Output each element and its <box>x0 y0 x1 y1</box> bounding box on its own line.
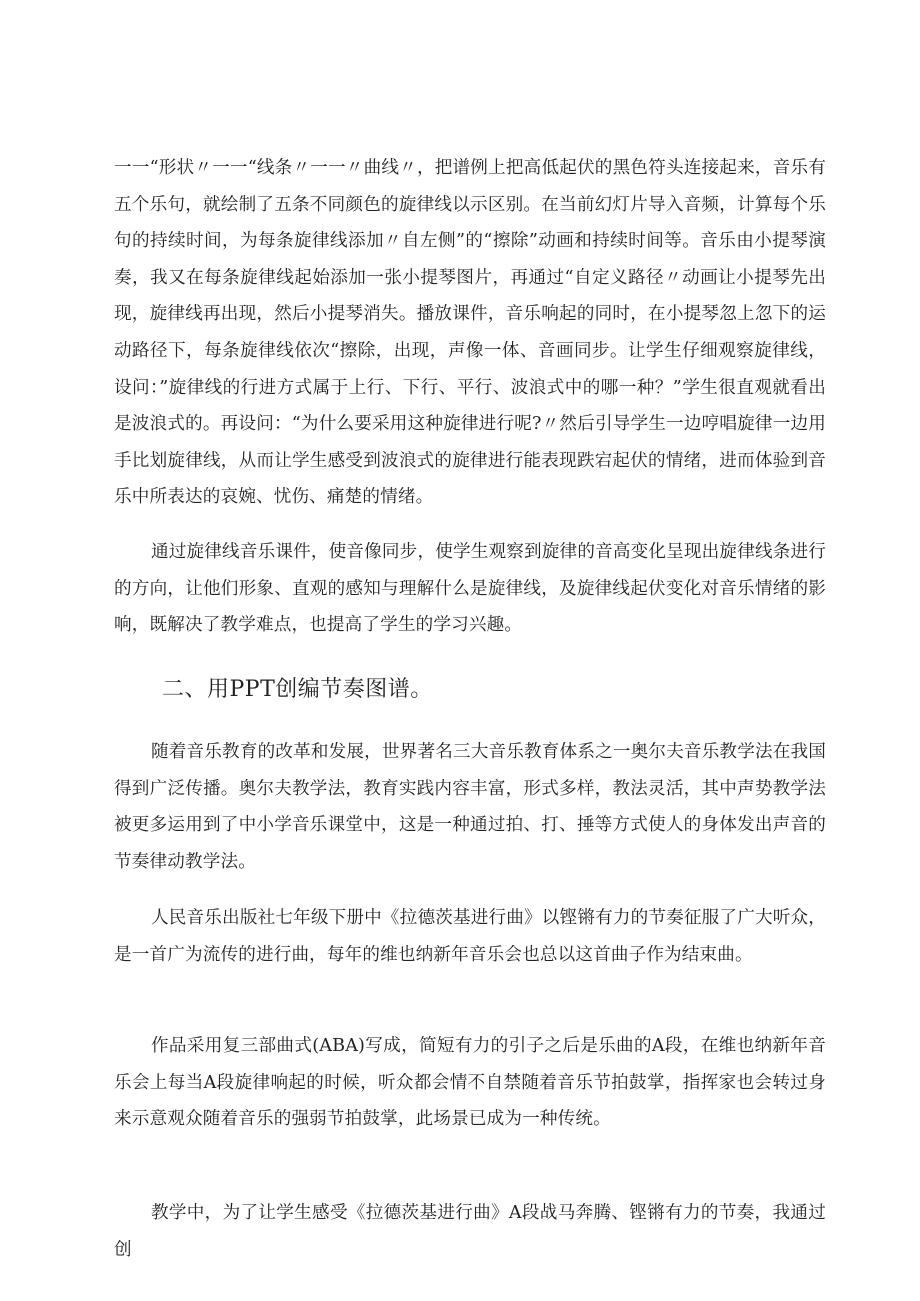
paragraph-radetzky-march: 人民音乐出版社七年级下册中《拉德茨基进行曲》以铿锵有力的节奏征服了广大听众，是一首广为流传的进行曲，每年的维也纳新年音乐会也总以这首曲子作为结束曲。 <box>114 908 826 965</box>
paragraph-teaching-rhythm: 教学中，为了让学生感受《拉德茨基进行曲》A段战马奔腾、铿锵有力的节奏，我通过创 <box>114 1203 826 1260</box>
paragraph-aba-form: 作品采用复三部曲式(ABA)写成，简短有力的引子之后是乐曲的A段，在维也纳新年音乐会上每当A段旋律响起的时候，听众都会情不自禁随着音乐节拍鼓掌，指挥家也会转过身来示意观众随着音乐的强弱节拍鼓掌，此场景已成为一种传统。 <box>114 1036 826 1130</box>
section-heading-rhythm-chart: 二、用PPT创编节奏图谱。 <box>162 677 433 702</box>
paragraph-melody-line-animation: 一一“形状〃一一“线条〃一一〃曲线〃，把谱例上把高低起伏的黑色符头连接起来，音乐有五个乐句，就绘制了五条不同颜色的旋律线以示区别。在当前幻灯片导入音频，计算每个乐句的持续时间，为每条旋律线添加〃自左侧”的“擦除”动画和持续时间等。音乐由小提琴演奏，我又在每条旋律线起始添加一张小提琴图片，再通过“自定义路径〃动画让小提琴先出现，旋律线再出现，然后小提琴消失。播放课件，音乐响起的同时，在小提琴忽上忽下的运动路径下，每条旋律线依次“擦除，出现，声像一体、音画同步。让学生仔细观察旋律线，设问：”旋律线的行进方式属于上行、下行、平行、波浪式中的哪一种？”学生很直观就看出是波浪式的。再设问：“为什么要采用这种旋律进行呢?〃然后引导学生一边哼唱旋律一边用手比划旋律线，从而让学生感受到波浪式的旋律进行能表现跌宕起伏的情绪，进而体验到音乐中所表达的哀婉、忧伤、痛楚的情绪。 <box>114 158 826 508</box>
paragraph-melody-line-summary: 通过旋律线音乐课件，使音像同步，使学生观察到旋律的音高变化呈现出旋律线条进行的方向，让他们形象、直观的感知与理解什么是旋律线，及旋律线起伏变化对音乐情绪的影响，既解决了教学难点，也提高了学生的学习兴趣。 <box>114 542 826 636</box>
paragraph-orff-method: 随着音乐教育的改革和发展，世界著名三大音乐教育体系之一奥尔夫音乐教学法在我国得到广泛传播。奥尔夫教学法，教育实践内容丰富，形式多样，教法灵活，其中声势教学法被更多运用到了中小学音乐课堂中，这是一种通过拍、打、捶等方式使人的身体发出声音的节奏律动教学法。 <box>114 742 826 872</box>
